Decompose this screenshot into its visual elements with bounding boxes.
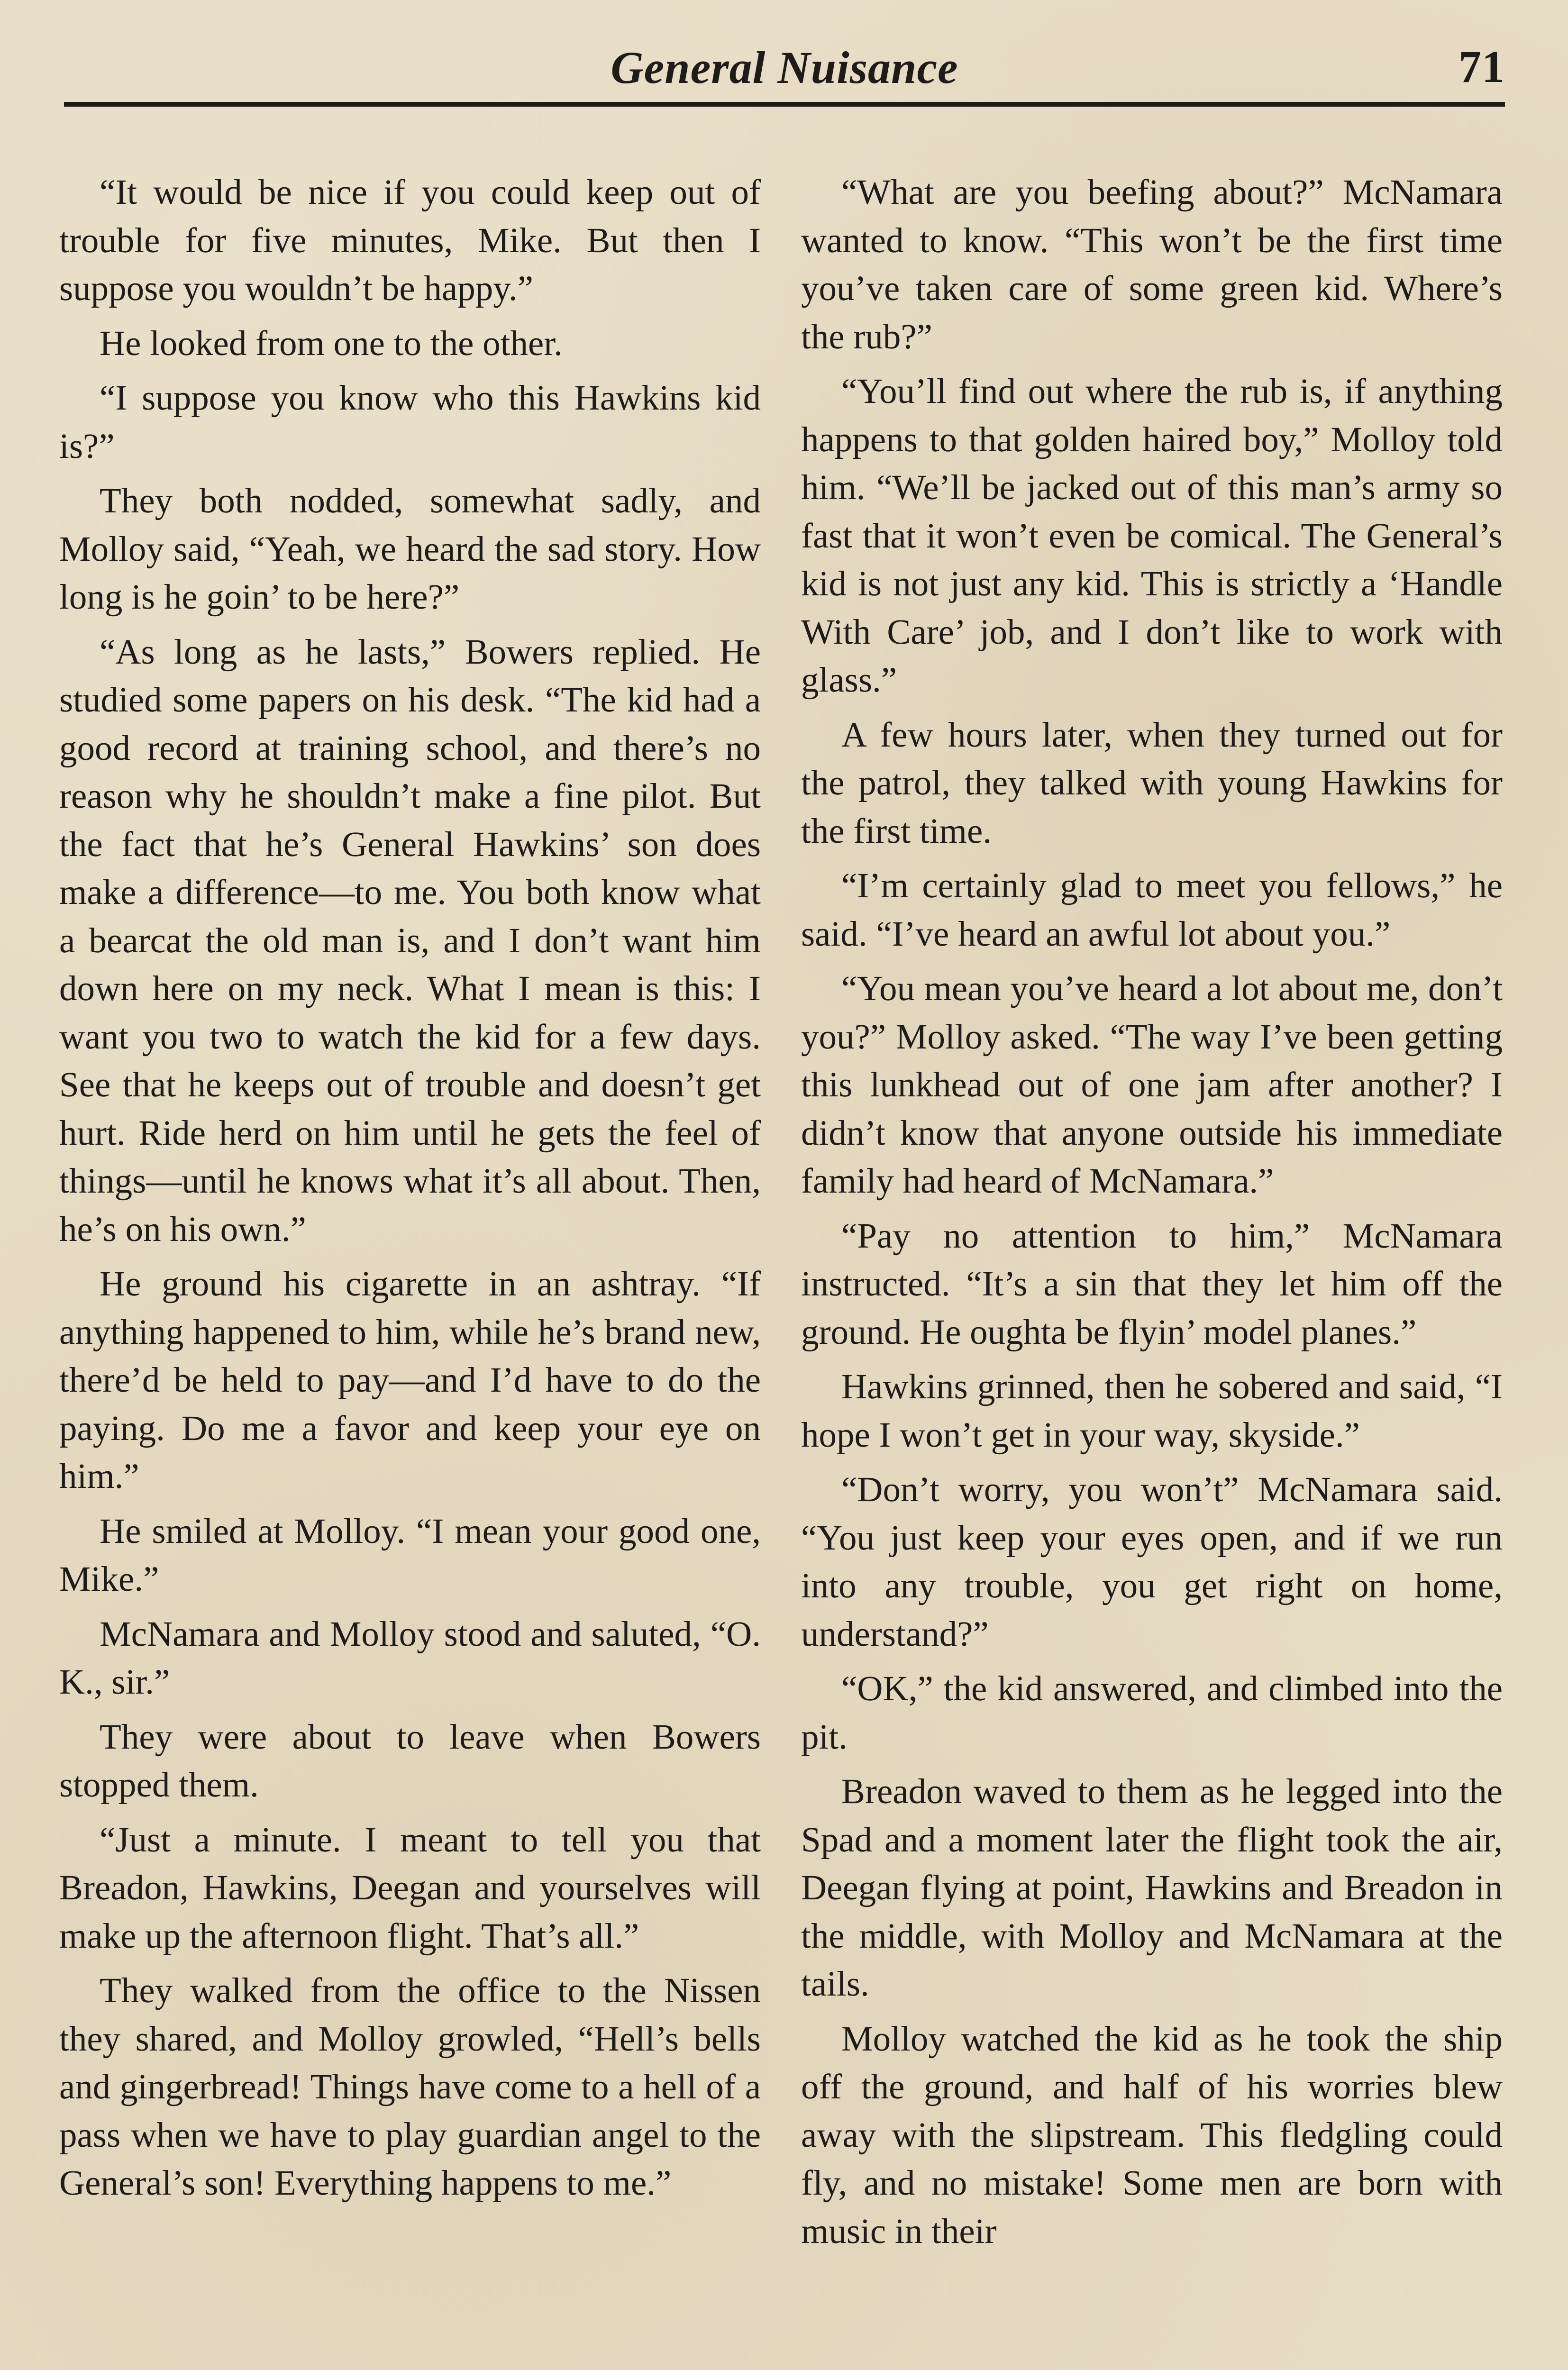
paragraph: They were about to leave when Bowers stopped them. xyxy=(59,1717,761,1805)
paragraph: “You mean you’ve heard a lot about me, don’t you?” Molloy asked. “The way I’ve been getting this lunkhead out of one jam after another? I didn’t know that anyone outside his immediate family had heard of McNamara.” xyxy=(801,969,1503,1201)
paragraph: Molloy watched the kid as he took the ship off the ground, and half of his worries blew away with the slipstream. This fledgling could fly, and no mistake! Some men are born with music in their xyxy=(801,2019,1503,2251)
paragraph: McNamara and Molloy stood and saluted, “O. K., sir.” xyxy=(59,1614,761,1702)
paragraph: Breadon waved to them as he legged into the Spad and a moment later the flight took the air, Deegan flying at point, Hawkins and Breadon in the middle, with Molloy and McNamara at the tails. xyxy=(801,1772,1503,2004)
right-column xyxy=(801,168,1503,2370)
paragraph: “You’ll find out where the rub is, if anything happens to that golden haired boy,” Molloy told him. “We’ll be jacked out of this man’s army so fast that it won’t even be comical. The General’s kid is not just any kid. This is strictly a ‘Handle With Care’ job, and I don’t like to work with glass.” xyxy=(801,372,1503,700)
left-column xyxy=(59,168,761,2370)
paragraph: “What are you beefing about?” McNamara wanted to know. “This won’t be the first time you’ve taken care of some green kid. Where’s the rub?” xyxy=(801,173,1503,356)
paragraph: A few hours later, when they turned out for the patrol, they talked with young Hawkins for the first time. xyxy=(801,715,1503,851)
paragraph: They walked from the office to the Nissen they shared, and Molloy growled, “Hell’s bells and gingerbread! Things have come to a hell of a pass when we have to play guardian angel to the General’s son! Everything happens to me.” xyxy=(59,1971,761,2203)
paragraph: “It would be nice if you could keep out of trouble for five minutes, Mike. But then I suppose you wouldn’t be happy.” xyxy=(59,173,761,308)
paragraph: “As long as he lasts,” Bowers replied. He studied some papers on his desk. “The kid had a good record at training school, and there’s no reason why he shouldn’t make a fine pilot. But the fact that he’s General Hawkins’ son does make a difference—to me. You both know what a bearcat the old man is, and I don’t want him down here on my neck. What I mean is this: I want you two to watch the kid for a few days. See that he keeps out of trouble and doesn’t get hurt. Ride herd on him until he gets the feel of things—until he knows what it’s all about. Then, he’s on his own.” xyxy=(59,632,761,1249)
paragraph: “Just a minute. I meant to tell you that Breadon, Hawkins, Deegan and yourselves will make up the afternoon flight. That’s all.” xyxy=(59,1820,761,1956)
header-title: General Nuisance xyxy=(611,42,958,93)
header-rule xyxy=(64,102,1505,107)
paragraph: “I suppose you know who this Hawkins kid is?” xyxy=(59,378,761,466)
paragraph: “OK,” the kid answered, and climbed into the pit. xyxy=(801,1669,1503,1757)
paragraph: Hawkins grinned, then he sobered and said, “I hope I won’t get in your way, skyside.” xyxy=(801,1367,1503,1455)
paragraph: He ground his cigarette in an ashtray. “If anything happened to him, while he’s brand new, there’d be held to pay—and I’d have to do the paying. Do me a favor and keep your eye on him.” xyxy=(59,1264,761,1496)
running-header xyxy=(64,36,1505,111)
page-number: 71 xyxy=(1459,41,1505,92)
paragraph: He looked from one to the other. xyxy=(100,323,563,363)
paragraph: “Pay no attention to him,” McNamara instructed. “It’s a sin that they let him off the ground. He oughta be flyin’ model planes.” xyxy=(801,1216,1503,1352)
paragraph: “I’m certainly glad to meet you fellows,” he said. “I’ve heard an awful lot about you.” xyxy=(801,866,1503,954)
paragraph: They both nodded, somewhat sadly, and Molloy said, “Yeah, we heard the sad story. How long is he goin’ to be here?” xyxy=(59,481,761,617)
paragraph: “Don’t worry, you won’t” McNamara said. “You just keep your eyes open, and if we run into any trouble, you get right on home, understand?” xyxy=(801,1470,1503,1654)
paragraph: He smiled at Molloy. “I mean your good one, Mike.” xyxy=(59,1511,761,1599)
